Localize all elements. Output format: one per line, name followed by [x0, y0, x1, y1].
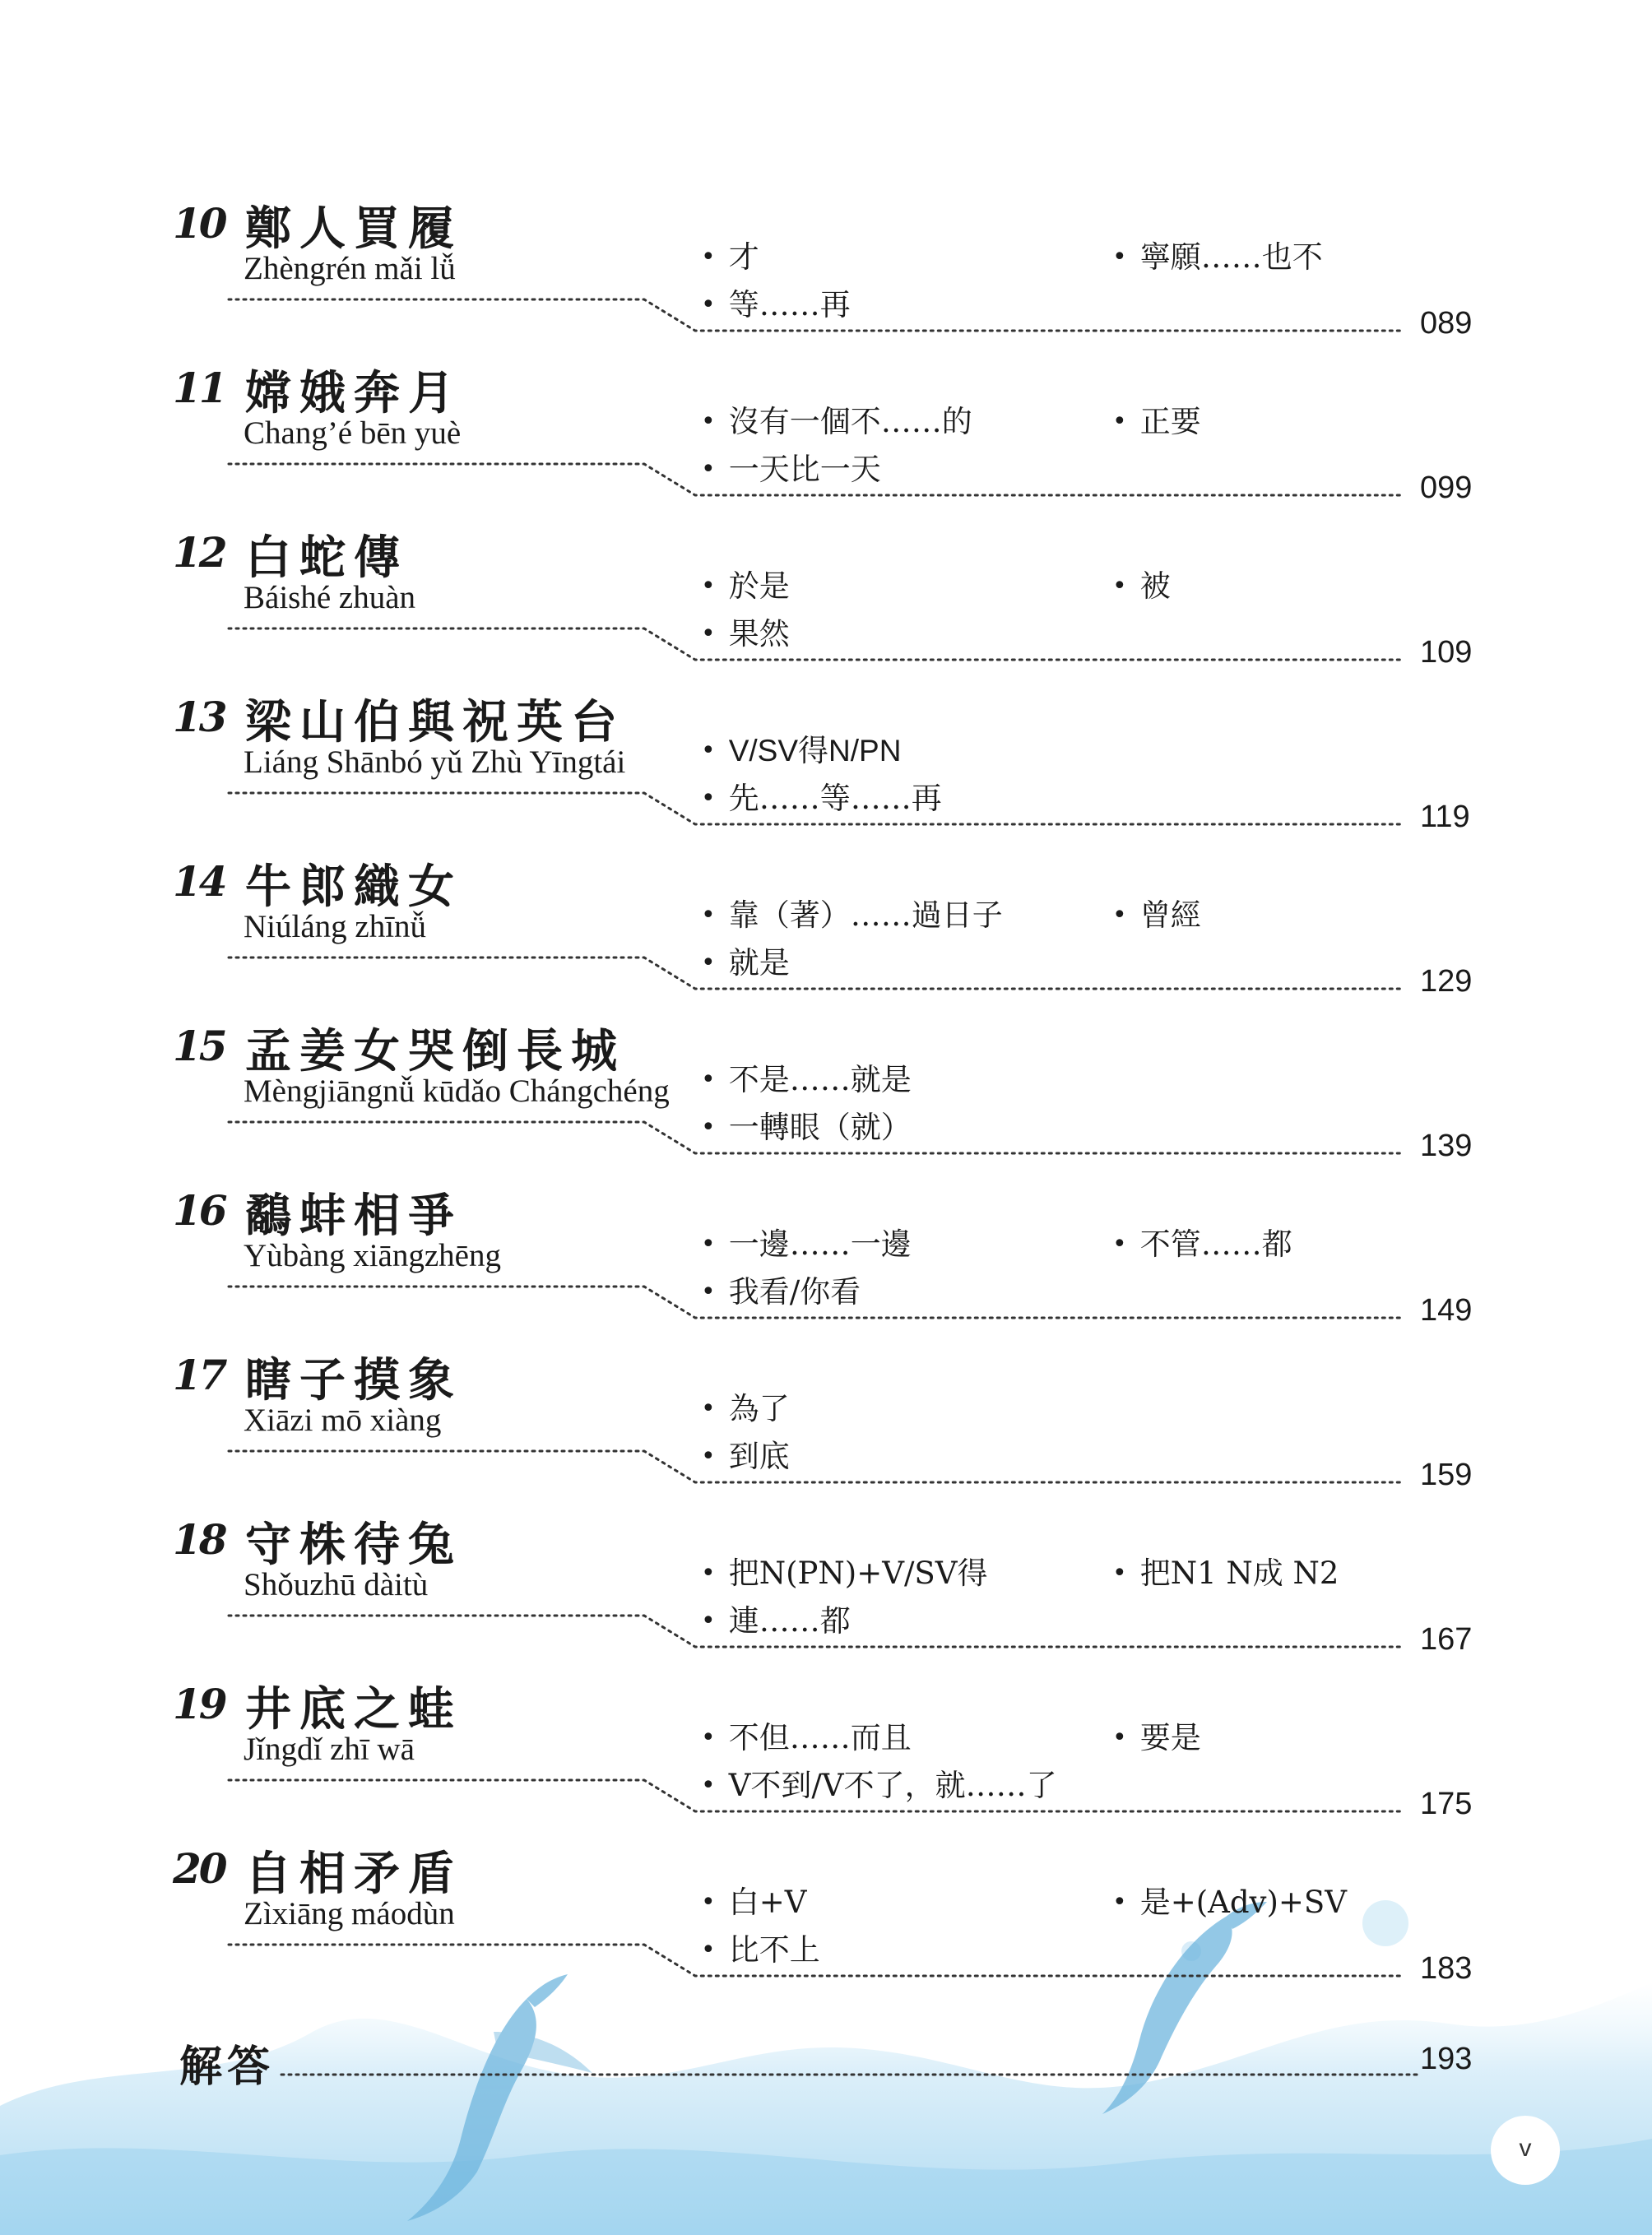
page-number: 109 [1420, 635, 1473, 670]
page-number: 129 [1420, 964, 1473, 999]
toc-entry[interactable] [0, 1178, 1652, 1342]
grammar-point: • 把N1 N成 N2 [1112, 1548, 1339, 1593]
grammar-point: • 等……再 [701, 280, 851, 324]
lesson-title: 梁山伯與祝英台 [245, 695, 625, 749]
lesson-number: 20 [173, 1844, 225, 1893]
lesson-title: 自相矛盾 [245, 1847, 462, 1901]
grammar-point: • 先……等……再 [701, 773, 942, 818]
grammar-point: • 要是 [1112, 1713, 1201, 1757]
lesson-pinyin: Mèngjiāngnǚ kūdǎo Chángchéng [244, 1073, 670, 1109]
page-number: 139 [1420, 1129, 1473, 1163]
toc-entry[interactable] [0, 849, 1652, 1013]
grammar-point: • 白+V [701, 1877, 806, 1922]
lesson-number: 13 [173, 693, 225, 741]
toc-entry[interactable] [0, 355, 1652, 520]
lesson-title: 瞎子摸象 [245, 1353, 462, 1407]
toc-entry[interactable] [0, 1342, 1652, 1507]
grammar-point: • 到底 [701, 1431, 790, 1476]
dotted-leader [0, 520, 1652, 684]
grammar-point: • 不是……就是 [701, 1055, 912, 1099]
toc-entry[interactable] [0, 1507, 1652, 1672]
grammar-point: • 被 [1112, 561, 1171, 605]
toc-entry[interactable] [0, 684, 1652, 849]
grammar-point: • 果然 [701, 609, 790, 653]
page-number: 183 [1420, 1951, 1473, 1986]
toc-entry[interactable] [0, 1836, 1652, 2001]
grammar-point: • 為了 [701, 1384, 790, 1428]
dotted-leader [0, 2024, 1652, 2106]
lesson-title: 牛郎織女 [245, 860, 462, 914]
grammar-point: • 我看/你看 [701, 1267, 861, 1311]
grammar-point: • 連……都 [701, 1596, 851, 1640]
grammar-point: • 沒有一個不……的 [701, 396, 972, 441]
grammar-point: • 比不上 [701, 1925, 820, 1969]
toc-entry[interactable] [0, 1672, 1652, 1836]
page-number: 099 [1420, 471, 1473, 505]
grammar-point: • 不但……而且 [701, 1713, 912, 1757]
lesson-pinyin: Báishé zhuàn [244, 580, 416, 615]
toc-entry[interactable] [0, 191, 1652, 355]
lesson-number: 15 [173, 1022, 225, 1070]
lesson-title: 守株待兔 [245, 1518, 462, 1572]
lesson-pinyin: Zìxiāng máodùn [244, 1896, 455, 1931]
lesson-title: 鄭人買履 [245, 202, 462, 256]
lesson-pinyin: Shǒuzhū dàitù [244, 1567, 429, 1602]
grammar-point: • 一轉眼（就） [701, 1102, 912, 1147]
lesson-pinyin: Chang’é bēn yuè [244, 415, 462, 451]
lesson-number: 19 [173, 1680, 225, 1728]
lesson-pinyin: Jǐngdǐ zhī wā [244, 1732, 415, 1767]
toc-entry-answers[interactable] [0, 2024, 1652, 2106]
page-number: 149 [1420, 1293, 1473, 1328]
toc-entry[interactable] [0, 520, 1652, 684]
lesson-pinyin: Zhèngrén mǎi lǚ [244, 251, 456, 286]
page-number: 175 [1420, 1787, 1473, 1821]
dotted-leader [0, 1342, 1652, 1507]
grammar-point: • 一邊……一邊 [701, 1219, 912, 1264]
toc-entry[interactable] [0, 1013, 1652, 1178]
grammar-point: • V/SV得N/PN [701, 726, 901, 770]
dotted-leader [0, 191, 1652, 355]
dotted-leader [0, 1836, 1652, 2001]
grammar-point: • 一天比一天 [701, 444, 881, 489]
grammar-point: • 就是 [701, 938, 790, 982]
grammar-point: • 寧願……也不 [1112, 232, 1323, 276]
lesson-pinyin: Liáng Shānbó yǔ Zhù Yīngtái [244, 744, 626, 780]
grammar-point: • 曾經 [1112, 890, 1201, 934]
page-number: 159 [1420, 1458, 1473, 1492]
grammar-point: • 才 [701, 232, 759, 276]
lesson-title: 嫦娥奔月 [245, 366, 462, 420]
page-number: 119 [1420, 800, 1470, 834]
lesson-number: 12 [173, 528, 225, 577]
lesson-number: 14 [173, 857, 225, 906]
lesson-pinyin: Niúláng zhīnǚ [244, 909, 427, 944]
lesson-title: 孟姜女哭倒長城 [245, 1024, 625, 1078]
grammar-point: • 是+(Adv)+SV [1112, 1877, 1347, 1922]
page-number: 193 [1420, 2042, 1473, 2076]
page-number: 167 [1420, 1622, 1473, 1657]
grammar-point: • 靠（著）……過日子 [701, 890, 1003, 934]
lesson-pinyin: Yùbàng xiāngzhēng [244, 1238, 501, 1273]
lesson-title: 井底之蛙 [245, 1682, 462, 1737]
lesson-title: 白蛇傳 [245, 531, 408, 585]
grammar-point: • 不管……都 [1112, 1219, 1292, 1264]
lesson-number: 16 [173, 1186, 225, 1235]
lesson-number: 11 [173, 364, 225, 412]
grammar-point: • 把N(PN)+V/SV得 [701, 1548, 987, 1593]
grammar-point: • 正要 [1112, 396, 1201, 441]
grammar-point: • 於是 [701, 561, 790, 605]
lesson-pinyin: Xiāzi mō xiàng [244, 1403, 442, 1438]
lesson-number: 10 [173, 199, 225, 248]
lesson-number: 17 [173, 1351, 225, 1399]
page-number: 089 [1420, 306, 1473, 341]
page-folio: v [1491, 2116, 1560, 2185]
lesson-number: 18 [173, 1515, 225, 1564]
answers-label: 解答 [179, 2042, 276, 2092]
grammar-point: • V不到/V不了，就……了 [701, 1760, 1057, 1805]
lesson-title: 鷸蚌相爭 [245, 1189, 462, 1243]
